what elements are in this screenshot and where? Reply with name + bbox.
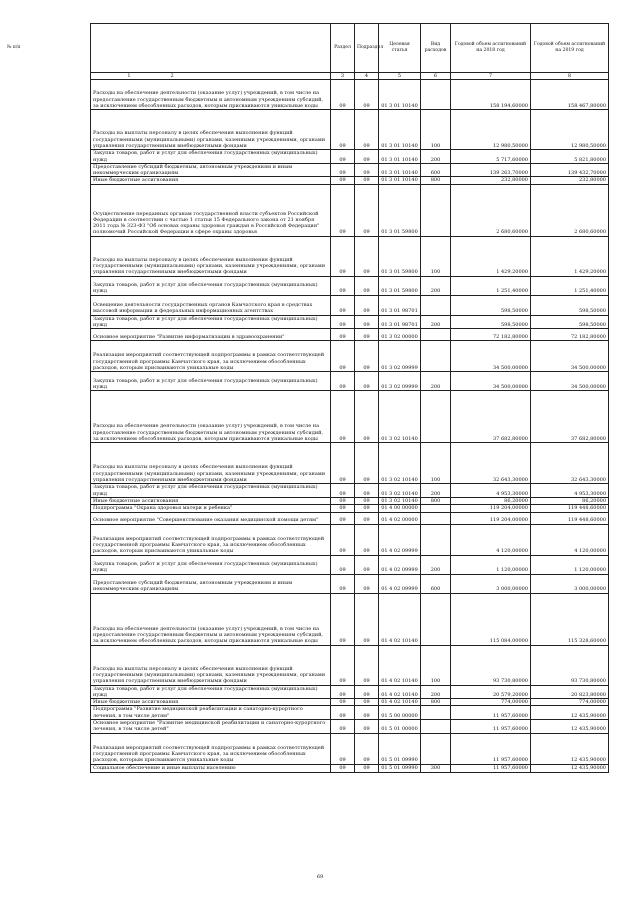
- header-2019: Годовой объем ассигнований на 2019 год: [531, 24, 609, 73]
- row-vid-rashodov: [421, 593, 451, 645]
- row-amount-2019: 34 500,00000: [531, 341, 609, 372]
- row-amount-2018: 598,50000: [451, 315, 531, 329]
- row-celevaya-statya: 01 5 01 00000: [379, 720, 421, 734]
- row-podrazdel: 09: [355, 177, 379, 184]
- row-amount-2018: 12 980,50000: [451, 110, 531, 150]
- row-podrazdel: 09: [355, 524, 379, 555]
- row-amount-2018: 72 182,80000: [451, 329, 531, 341]
- table-row: [91, 329, 609, 341]
- row-razdel: 09: [331, 720, 355, 734]
- row-vid-rashodov: [421, 505, 451, 512]
- row-podrazdel: 09: [355, 764, 379, 772]
- header-name: № п/п: [91, 24, 331, 73]
- row-celevaya-statya: 01 3 02 10140: [379, 484, 421, 498]
- row-podrazdel: 09: [355, 484, 379, 498]
- table-row: [91, 706, 609, 720]
- row-name: Реализация мероприятий соответствующей подпрограммы в рамках соответствующей государственной программы Камчатского края, за исключением обособленных расходов, которым присваиваются уникальные коды: [91, 341, 331, 372]
- column-number-row: [91, 73, 609, 80]
- row-celevaya-statya: 01 3 01 10140: [379, 177, 421, 184]
- row-vid-rashodov: 200: [421, 484, 451, 498]
- row-vid-rashodov: 800: [421, 699, 451, 706]
- row-podrazdel: 09: [355, 341, 379, 372]
- row-amount-2019: 86,20000: [531, 497, 609, 504]
- row-vid-rashodov: [421, 329, 451, 341]
- header-podrazdel: Подраздел: [355, 24, 379, 73]
- row-vid-rashodov: 100: [421, 645, 451, 685]
- row-amount-2019: 774,00000: [531, 699, 609, 706]
- row-amount-2018: 1 251,40000: [451, 276, 531, 295]
- table-row: [91, 372, 609, 391]
- row-celevaya-statya: 01 3 01 59800: [379, 184, 421, 236]
- row-vid-rashodov: [421, 341, 451, 372]
- row-vid-rashodov: 600: [421, 163, 451, 177]
- row-name: Подпрограмма "Охрана здоровья матери и ребенка": [91, 505, 331, 512]
- row-amount-2019: 72 182,80000: [531, 329, 609, 341]
- row-podrazdel: 09: [355, 512, 379, 524]
- row-razdel: 09: [331, 593, 355, 645]
- row-vid-rashodov: [421, 720, 451, 734]
- row-name: Освещение деятельности государственных органов Камчатского края в средствах массовой информации и федеральных информационных агентствах: [91, 295, 331, 315]
- row-celevaya-statya: 01 3 01 10140: [379, 80, 421, 110]
- row-amount-2019: 5 821,80000: [531, 150, 609, 164]
- row-podrazdel: 09: [355, 276, 379, 295]
- row-podrazdel: 09: [355, 645, 379, 685]
- row-amount-2018: 11 957,60000: [451, 764, 531, 772]
- row-razdel: 09: [331, 555, 355, 574]
- row-celevaya-statya: 01 3 02 00000: [379, 329, 421, 341]
- row-razdel: 09: [331, 505, 355, 512]
- row-podrazdel: 09: [355, 295, 379, 315]
- row-name: Осуществление переданных органам государственной власти субъектов Российской Федерации в соответствии с частью 1 статьи 15 Федерального закона от 21 ноября 2011 года № 323-ФЗ "Об основах охраны здоровья граждан в Российской Федерации" полномочий Российской Федерации в сфере охраны здоровья: [91, 184, 331, 236]
- row-razdel: 09: [331, 706, 355, 720]
- row-vid-rashodov: [421, 706, 451, 720]
- table-row: [91, 110, 609, 150]
- table-row: [91, 524, 609, 555]
- row-amount-2018: 20 579,20000: [451, 685, 531, 699]
- row-amount-2018: 93 730,80000: [451, 645, 531, 685]
- row-razdel: 09: [331, 80, 355, 110]
- row-podrazdel: 09: [355, 443, 379, 484]
- row-razdel: 09: [331, 177, 355, 184]
- row-name: Закупка товаров, работ и услуг для обеспечения государственных (муниципальных) нужд: [91, 150, 331, 164]
- row-podrazdel: 09: [355, 236, 379, 276]
- row-name: Предоставление субсидий бюджетным, автономным учреждениям и иным некоммерческим организациям: [91, 574, 331, 593]
- row-name: Основное мероприятие "Развитие медицинской реабилитации и санаторно-курортного лечения, в том числе детей": [91, 720, 331, 734]
- row-razdel: 09: [331, 512, 355, 524]
- table-row: [91, 733, 609, 764]
- row-celevaya-statya: 01 4 02 10140: [379, 645, 421, 685]
- row-amount-2018: 86,20000: [451, 497, 531, 504]
- row-name: Расходы на выплаты персоналу в целях обеспечения выполнения функций государственными (муниципальными) органами, казенными учреждениями, органами управления государственными внебюджетными фондами: [91, 236, 331, 276]
- table-row: [91, 184, 609, 236]
- row-name: Закупка товаров, работ и услуг для обеспечения государственных (муниципальных) нужд: [91, 315, 331, 329]
- col-number: 3: [331, 73, 355, 80]
- row-celevaya-statya: 01 5 01 09990: [379, 764, 421, 772]
- row-razdel: 09: [331, 764, 355, 772]
- row-vid-rashodov: 800: [421, 497, 451, 504]
- row-vid-rashodov: 100: [421, 236, 451, 276]
- row-amount-2018: 4 120,00000: [451, 524, 531, 555]
- row-podrazdel: 09: [355, 685, 379, 699]
- row-razdel: 09: [331, 236, 355, 276]
- row-razdel: 09: [331, 184, 355, 236]
- row-name: Предоставление субсидий бюджетным, автономным учреждениям и иным некоммерческим организациям: [91, 163, 331, 177]
- row-vid-rashodov: [421, 512, 451, 524]
- row-name: Иные бюджетные ассигнования: [91, 177, 331, 184]
- row-podrazdel: 09: [355, 315, 379, 329]
- row-vid-rashodov: 200: [421, 685, 451, 699]
- row-podrazdel: 09: [355, 555, 379, 574]
- col-number: 8: [531, 73, 609, 80]
- row-celevaya-statya: 01 3 01 98701: [379, 315, 421, 329]
- row-name: Реализация мероприятий соответствующей подпрограммы в рамках соответствующей государственной программы Камчатского края, за исключением обособленных расходов, которым присваиваются уникальные коды: [91, 524, 331, 555]
- row-podrazdel: 09: [355, 733, 379, 764]
- table-row: [91, 685, 609, 699]
- row-amount-2019: 12 435,90000: [531, 764, 609, 772]
- row-amount-2019: 12 435,90000: [531, 706, 609, 720]
- table-row: [91, 163, 609, 177]
- row-amount-2018: 598,50000: [451, 295, 531, 315]
- row-amount-2019: 1 251,40000: [531, 276, 609, 295]
- row-amount-2018: 11 957,60000: [451, 706, 531, 720]
- row-razdel: 09: [331, 733, 355, 764]
- row-celevaya-statya: 01 3 02 09999: [379, 372, 421, 391]
- row-podrazdel: 09: [355, 110, 379, 150]
- row-amount-2019: 20 823,80000: [531, 685, 609, 699]
- row-razdel: 09: [331, 110, 355, 150]
- col-number: 1 2: [91, 73, 331, 80]
- row-podrazdel: 09: [355, 505, 379, 512]
- table-row: [91, 315, 609, 329]
- row-name: Основное мероприятие "Развитие информатизации в здравоохранении": [91, 329, 331, 341]
- row-amount-2019: 598,50000: [531, 315, 609, 329]
- row-celevaya-statya: 01 3 01 59800: [379, 236, 421, 276]
- row-vid-rashodov: 200: [421, 150, 451, 164]
- row-vid-rashodov: 100: [421, 110, 451, 150]
- row-name: Закупка товаров, работ и услуг для обеспечения государственных (муниципальных) нужд: [91, 555, 331, 574]
- table-row: [91, 555, 609, 574]
- row-razdel: 09: [331, 497, 355, 504]
- table-row: [91, 484, 609, 498]
- table-row: [91, 764, 609, 772]
- row-amount-2018: 2 680,60000: [451, 184, 531, 236]
- row-amount-2019: 139 432,70000: [531, 163, 609, 177]
- row-amount-2019: 598,50000: [531, 295, 609, 315]
- row-celevaya-statya: 01 4 02 10140: [379, 593, 421, 645]
- row-razdel: 09: [331, 524, 355, 555]
- row-amount-2018: 4 953,30000: [451, 484, 531, 498]
- row-amount-2019: 119 448,60000: [531, 505, 609, 512]
- row-amount-2019: 34 500,00000: [531, 372, 609, 391]
- table-row: [91, 150, 609, 164]
- row-amount-2019: 1 120,00000: [531, 555, 609, 574]
- row-podrazdel: 09: [355, 329, 379, 341]
- row-name: Закупка товаров, работ и услуг для обеспечения государственных (муниципальных) нужд: [91, 372, 331, 391]
- row-celevaya-statya: 01 4 02 10140: [379, 685, 421, 699]
- row-name: Закупка товаров, работ и услуг для обеспечения государственных (муниципальных) нужд: [91, 276, 331, 295]
- row-razdel: 09: [331, 391, 355, 443]
- table-row: [91, 391, 609, 443]
- col-number: 5: [379, 73, 421, 80]
- row-vid-rashodov: [421, 80, 451, 110]
- row-podrazdel: 09: [355, 699, 379, 706]
- row-celevaya-statya: 01 3 01 10140: [379, 150, 421, 164]
- row-razdel: 09: [331, 645, 355, 685]
- table-row: [91, 177, 609, 184]
- row-celevaya-statya: 01 3 02 10140: [379, 391, 421, 443]
- row-celevaya-statya: 01 3 01 59800: [379, 276, 421, 295]
- row-name: Расходы на выплаты персоналу в целях обеспечения выполнения функций государственными (муниципальными) органами, казенными учреждениями, органами управления государственными внебюджетными фондами: [91, 443, 331, 484]
- row-name: Подпрограмма "Развитие медицинской реабилитации и санаторно-курортного лечения, в том числе детям": [91, 706, 331, 720]
- row-amount-2019: 1 429,20000: [531, 236, 609, 276]
- row-amount-2019: 232,80000: [531, 177, 609, 184]
- row-razdel: 09: [331, 341, 355, 372]
- row-celevaya-statya: 01 5 01 09990: [379, 733, 421, 764]
- row-vid-rashodov: [421, 524, 451, 555]
- row-name: Иные бюджетные ассигнования: [91, 497, 331, 504]
- row-vid-rashodov: [421, 733, 451, 764]
- row-vid-rashodov: 200: [421, 315, 451, 329]
- table-row: [91, 593, 609, 645]
- row-podrazdel: 09: [355, 184, 379, 236]
- table-row: [91, 574, 609, 593]
- header-vid-rashodov: Вид расходов: [421, 24, 451, 73]
- row-razdel: 09: [331, 276, 355, 295]
- row-vid-rashodov: 200: [421, 372, 451, 391]
- row-amount-2019: 93 730,80000: [531, 645, 609, 685]
- col-number: 6: [421, 73, 451, 80]
- row-vid-rashodov: 600: [421, 574, 451, 593]
- row-amount-2018: 5 717,60000: [451, 150, 531, 164]
- row-amount-2018: 34 500,00000: [451, 341, 531, 372]
- row-podrazdel: 09: [355, 372, 379, 391]
- row-amount-2019: 158 467,80000: [531, 80, 609, 110]
- row-amount-2018: 119 204,00000: [451, 512, 531, 524]
- row-celevaya-statya: 01 3 01 98701: [379, 295, 421, 315]
- row-amount-2018: 11 957,60000: [451, 733, 531, 764]
- row-podrazdel: 09: [355, 391, 379, 443]
- page-number: 69: [316, 874, 324, 880]
- row-name: Закупка товаров, работ и услуг для обеспечения государственных (муниципальных) нужд: [91, 484, 331, 498]
- header-razdel: Раздел: [331, 24, 355, 73]
- row-name: Социальное обеспечение и иные выплаты населению: [91, 764, 331, 772]
- row-podrazdel: 09: [355, 593, 379, 645]
- row-razdel: 09: [331, 163, 355, 177]
- row-name: Расходы на обеспечение деятельности (оказание услуг) учреждений, в том числе на предоставление государственным бюджетным и автономным учреждениям субсидий, за исключением обособленных расходов, которым присваиваются уникальные коды: [91, 593, 331, 645]
- row-amount-2018: 139 263,70000: [451, 163, 531, 177]
- table-row: [91, 443, 609, 484]
- row-vid-rashodov: 800: [421, 177, 451, 184]
- table-row: [91, 276, 609, 295]
- row-amount-2019: 2 680,60000: [531, 184, 609, 236]
- row-celevaya-statya: 01 5 00 00000: [379, 706, 421, 720]
- row-vid-rashodov: 300: [421, 764, 451, 772]
- col-number: 7: [451, 73, 531, 80]
- budget-table: [7, 23, 609, 773]
- row-celevaya-statya: 01 4 02 09999: [379, 524, 421, 555]
- row-amount-2018: 115 084,00000: [451, 593, 531, 645]
- row-vid-rashodov: [421, 295, 451, 315]
- row-vid-rashodov: [421, 184, 451, 236]
- row-celevaya-statya: 01 3 02 09999: [379, 341, 421, 372]
- row-celevaya-statya: 01 3 01 10140: [379, 163, 421, 177]
- row-name: Расходы на выплаты персоналу в целях обеспечения выполнения функций государственными (муниципальными) органами, казенными учреждениями, органами управления государственными внебюджетными фондами: [91, 110, 331, 150]
- row-celevaya-statya: 01 3 02 10140: [379, 443, 421, 484]
- header-row: [91, 24, 609, 73]
- row-razdel: 09: [331, 315, 355, 329]
- row-amount-2019: 119 448,60000: [531, 512, 609, 524]
- row-vid-rashodov: 100: [421, 443, 451, 484]
- budget-table-sheet: [7, 23, 608, 773]
- table-row: [91, 80, 609, 110]
- row-name: Расходы на обеспечение деятельности (оказание услуг) учреждений, в том числе на предоставление государственным бюджетным и автономным учреждениям субсидий, за исключением обособленных расходов, которым присваиваются уникальные коды: [91, 391, 331, 443]
- table-row: [91, 497, 609, 504]
- row-podrazdel: 09: [355, 163, 379, 177]
- row-vid-rashodov: 200: [421, 276, 451, 295]
- row-amount-2018: 158 194,60000: [451, 80, 531, 110]
- row-razdel: 09: [331, 150, 355, 164]
- row-podrazdel: 09: [355, 574, 379, 593]
- row-amount-2019: 4 953,30000: [531, 484, 609, 498]
- row-podrazdel: 09: [355, 497, 379, 504]
- row-podrazdel: 09: [355, 150, 379, 164]
- row-amount-2019: 12 980,50000: [531, 110, 609, 150]
- row-amount-2019: 3 000,00000: [531, 574, 609, 593]
- table-row: [91, 645, 609, 685]
- row-celevaya-statya: 01 4 02 09999: [379, 574, 421, 593]
- row-name: Расходы на обеспечение деятельности (оказание услуг) учреждений, в том числе на предоставление государственным бюджетным и автономным учреждениям субсидий, за исключением обособленных расходов, которым присваиваются уникальные коды: [91, 80, 331, 110]
- table-row: [91, 720, 609, 734]
- row-amount-2018: 232,80000: [451, 177, 531, 184]
- row-razdel: 09: [331, 574, 355, 593]
- row-number-column: [86, 23, 90, 868]
- row-celevaya-statya: 01 4 02 10140: [379, 699, 421, 706]
- row-razdel: 09: [331, 329, 355, 341]
- row-razdel: 09: [331, 685, 355, 699]
- table-row: [91, 236, 609, 276]
- row-amount-2019: 12 435,90000: [531, 720, 609, 734]
- row-razdel: 09: [331, 699, 355, 706]
- row-amount-2018: 774,00000: [451, 699, 531, 706]
- row-vid-rashodov: [421, 391, 451, 443]
- row-amount-2019: 115 328,60000: [531, 593, 609, 645]
- row-razdel: 09: [331, 484, 355, 498]
- row-amount-2018: 34 500,00000: [451, 372, 531, 391]
- row-podrazdel: 09: [355, 706, 379, 720]
- row-celevaya-statya: 01 4 02 09999: [379, 555, 421, 574]
- row-name: Иные бюджетные ассигнования: [91, 699, 331, 706]
- header-celevaya-statya: Целевая статья: [379, 24, 421, 73]
- row-podrazdel: 09: [355, 80, 379, 110]
- row-amount-2018: 11 957,60000: [451, 720, 531, 734]
- row-amount-2018: 1 429,20000: [451, 236, 531, 276]
- row-amount-2018: 32 643,30000: [451, 443, 531, 484]
- row-amount-2019: 37 682,80000: [531, 391, 609, 443]
- row-podrazdel: 09: [355, 720, 379, 734]
- row-amount-2019: 32 643,30000: [531, 443, 609, 484]
- table-row: [91, 505, 609, 512]
- row-razdel: 09: [331, 372, 355, 391]
- row-celevaya-statya: 01 4 00 00000: [379, 505, 421, 512]
- row-name: Закупка товаров, работ и услуг для обеспечения государственных (муниципальных) нужд: [91, 685, 331, 699]
- row-name: Реализация мероприятий соответствующей подпрограммы в рамках соответствующей государственной программы Камчатского края, за исключением обособленных расходов, которым присваиваются уникальные коды: [91, 733, 331, 764]
- col-number: 4: [355, 73, 379, 80]
- row-amount-2018: 37 682,80000: [451, 391, 531, 443]
- header-2018: Годовой объем ассигнований на 2018 год: [451, 24, 531, 73]
- row-celevaya-statya: 01 4 02 00000: [379, 512, 421, 524]
- table-row: [91, 295, 609, 315]
- row-celevaya-statya: 01 3 02 10140: [379, 497, 421, 504]
- row-vid-rashodov: 200: [421, 555, 451, 574]
- table-row: [91, 699, 609, 706]
- row-name: Основное мероприятие "Совершенствование оказания медицинской помощи детям": [91, 512, 331, 524]
- row-razdel: 09: [331, 295, 355, 315]
- row-amount-2019: 12 435,90000: [531, 733, 609, 764]
- table-row: [91, 512, 609, 524]
- row-razdel: 09: [331, 443, 355, 484]
- row-name: Расходы на выплаты персоналу в целях обеспечения выполнения функций государственными (муниципальными) органами, казенными учреждениями, органами управления государственными внебюджетными фондами: [91, 645, 331, 685]
- row-amount-2018: 3 000,00000: [451, 574, 531, 593]
- table-row: [91, 341, 609, 372]
- row-amount-2018: 119 204,00000: [451, 505, 531, 512]
- row-amount-2018: 1 120,00000: [451, 555, 531, 574]
- row-amount-2019: 4 120,00000: [531, 524, 609, 555]
- row-celevaya-statya: 01 3 01 10140: [379, 110, 421, 150]
